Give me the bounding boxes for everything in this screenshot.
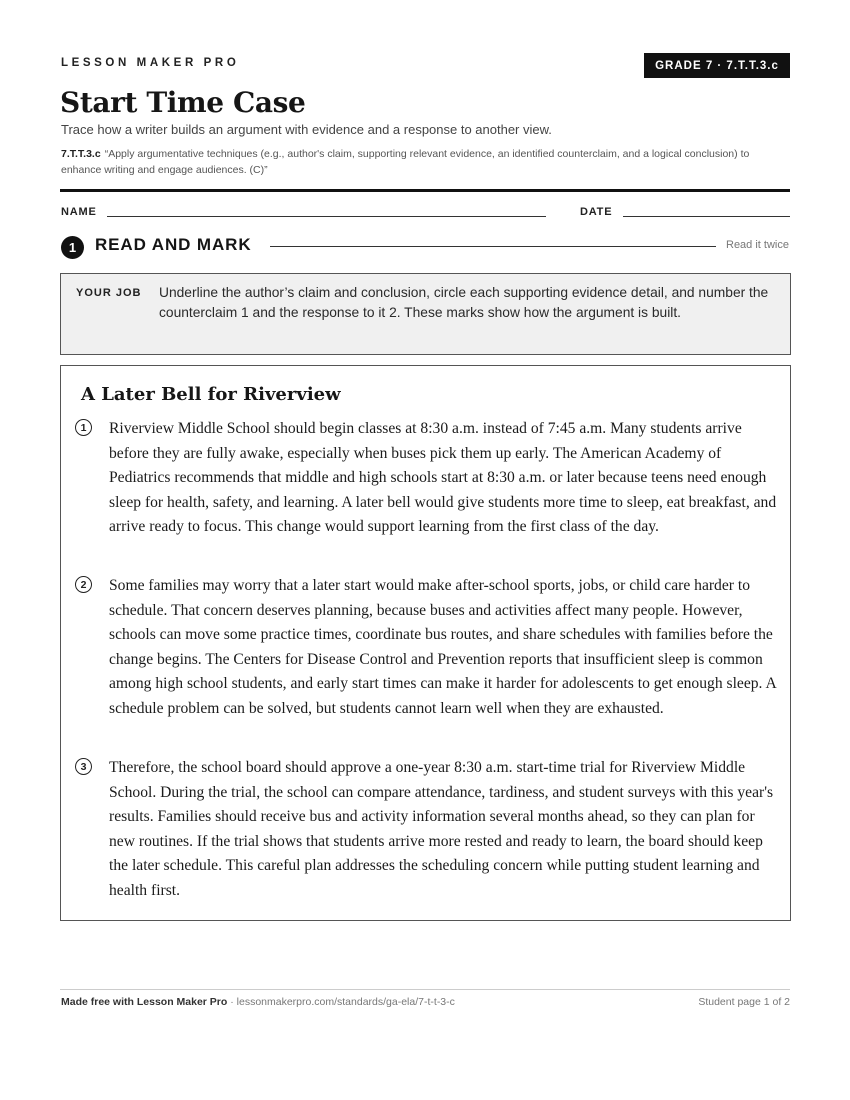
footer-url[interactable]: · lessonmakerpro.com/standards/ga-ela/7-t-t-3-c <box>227 996 455 1008</box>
name-field[interactable] <box>107 216 546 217</box>
paragraph-number: 2 <box>75 576 92 593</box>
footer-divider <box>60 989 790 990</box>
step-title: READ AND MARK <box>95 235 252 254</box>
date-field[interactable] <box>623 216 790 217</box>
date-label: DATE <box>580 206 613 218</box>
job-instructions-box <box>60 273 791 355</box>
job-text: Underline the author’s claim and conclusion, circle each supporting evidence detail, and number the counterclaim 1 and the response to it 2. These marks show how the argument is built. <box>159 285 769 320</box>
name-label: NAME <box>61 206 97 218</box>
footer-made-with: Made free with Lesson Maker Pro <box>61 996 228 1008</box>
paragraph-text: Therefore, the school board should approve a one-year 8:30 a.m. start-time trial for Riverview Middle School. During the trial, the school can compare attendance, tardiness, and student surveys with this year's results. Families should receive bus and activity information several months ahead, so they can plan for new routines. If the trial shows that students arrive more rested and ready to learn, the board should keep the later schedule. This careful plan addresses the scheduling concern while putting student learning and health first. <box>109 759 774 899</box>
step-note: Read it twice <box>726 239 789 251</box>
job-label: YOUR JOB <box>76 287 142 299</box>
footer-credit <box>61 996 455 1008</box>
step-divider <box>270 246 716 247</box>
grade-badge: GRADE 7 · 7.T.T.3.c <box>644 53 790 78</box>
header-divider <box>60 189 790 192</box>
paragraph-number: 1 <box>75 419 92 436</box>
page-indicator: Student page 1 of 2 <box>698 996 790 1008</box>
page-subtitle: Trace how a writer builds an argument with evidence and a response to another view. <box>61 122 552 137</box>
standard-description <box>61 147 781 178</box>
page-title: Start Time Case <box>60 86 306 119</box>
standard-text: “Apply argumentative techniques (e.g., author's claim, supporting relevant evidence, an identified counterclaim, and a logical conclusion) to enhance writing and engage audiences. (C)” <box>61 148 750 176</box>
passage-title: A Later Bell for Riverview <box>81 384 341 405</box>
reading-passage <box>60 365 791 921</box>
paragraph-number: 3 <box>75 758 92 775</box>
brand-name: LESSON MAKER PRO <box>61 57 240 69</box>
paragraph-text: Riverview Middle School should begin classes at 8:30 a.m. instead of 7:45 a.m. Many students arrive before they are fully awake, especially when buses pick them up early. The American Academy of Pediatrics recommends that middle and high schools start at 8:30 a.m. or later because teens need enough sleep for health, safety, and learning. A later bell would give students more time to sleep, eat breakfast, and arrive ready to focus. This change would support learning from the first class of the day. <box>109 420 777 535</box>
paragraph-text: Some families may worry that a later start would make after-school sports, jobs, or child care harder to schedule. That concern deserves planning, because buses and activities affect many people. However, schools can move some practice times, coordinate bus routes, and share schedules with families before the change begins. The Centers for Disease Control and Prevention reports that insufficient sleep is common among high school students, and early start times can make it harder for adolescents to get enough sleep. A schedule problem can be solved, but students cannot learn well when they are exhausted. <box>109 577 776 717</box>
standard-code: 7.T.T.3.c <box>61 148 101 160</box>
step-number-badge: 1 <box>61 236 84 259</box>
